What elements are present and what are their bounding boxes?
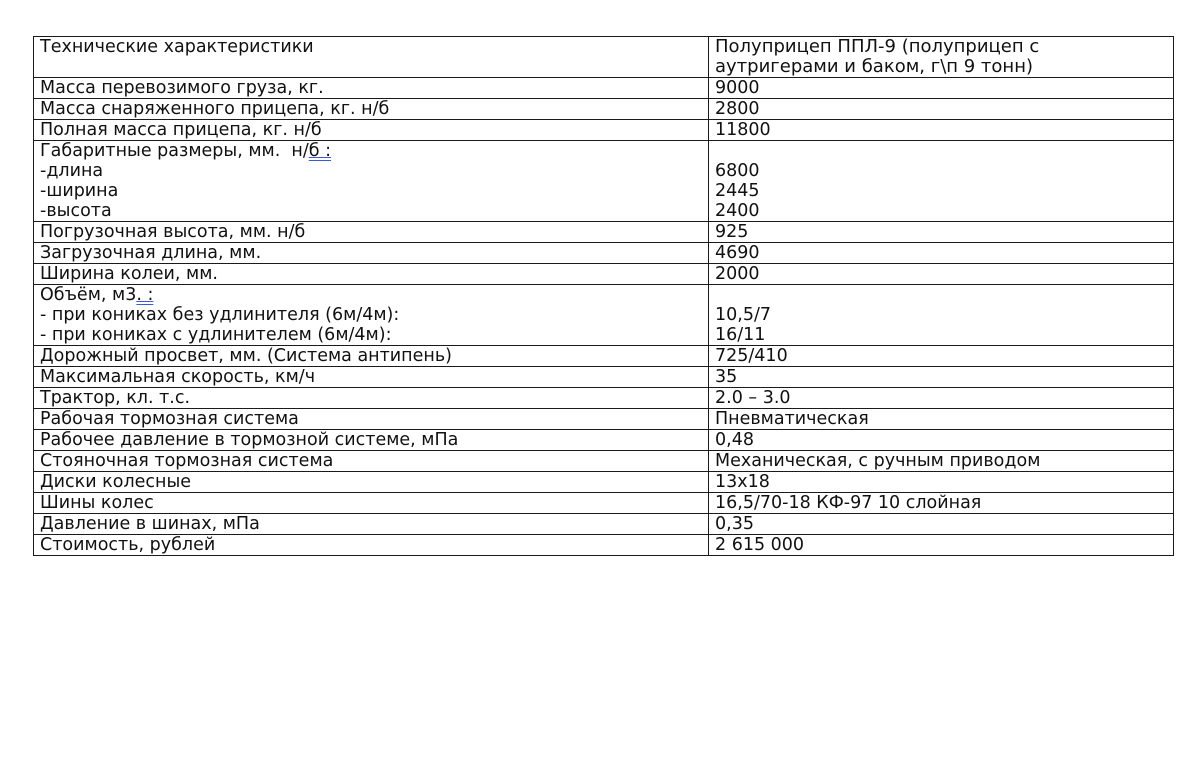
table-row-dimensions: [34, 141, 1174, 222]
table-row: [34, 367, 1174, 388]
volume-title-underlined: . :: [136, 285, 154, 305]
row-value: 9000: [709, 78, 1174, 99]
row-label: Масса снаряженного прицепа, кг. н/б: [34, 99, 709, 120]
table-row: [34, 430, 1174, 451]
table-row: [34, 388, 1174, 409]
dimensions-height-label: -высота: [40, 201, 112, 221]
table-row-volume: [34, 285, 1174, 346]
header-right-line2: аутригерами и баком, г\п 9 тонн): [715, 56, 1033, 77]
dimensions-length-value: 6800: [715, 161, 760, 181]
volume-with-ext-label: - при кониках с удлинителем (6м/4м):: [40, 325, 392, 345]
row-value: 4690: [709, 243, 1174, 264]
dimensions-title-main: Габаритные размеры, мм. н/: [40, 141, 309, 161]
row-label: Рабочая тормозная система: [34, 409, 709, 430]
header-left-text: Технические характеристики: [40, 37, 314, 57]
row-label: Давление в шинах, мПа: [34, 514, 709, 535]
volume-title: [40, 285, 702, 305]
row-value: 0,35: [709, 514, 1174, 535]
row-value: 35: [709, 367, 1174, 388]
row-value: Механическая, с ручным приводом: [709, 451, 1174, 472]
row-label: Полная масса прицепа, кг. н/б: [34, 120, 709, 141]
dimensions-width-value: 2445: [715, 181, 760, 201]
table-row: [34, 78, 1174, 99]
table-row: [34, 222, 1174, 243]
row-value: 2.0 – 3.0: [709, 388, 1174, 409]
table-row: [34, 451, 1174, 472]
row-label: Ширина колеи, мм.: [34, 264, 709, 285]
row-label: Погрузочная высота, мм. н/б: [34, 222, 709, 243]
row-value: 2 615 000: [709, 535, 1174, 556]
volume-with-ext-value: 16/11: [715, 325, 766, 345]
row-value: [709, 285, 1174, 346]
row-label: Диски колесные: [34, 472, 709, 493]
row-label: Дорожный просвет, мм. (Система антипень): [34, 346, 709, 367]
specifications-table: [33, 36, 1174, 556]
table-row: [34, 472, 1174, 493]
row-value: Пневматическая: [709, 409, 1174, 430]
table-row: [34, 264, 1174, 285]
row-label: Загрузочная длина, мм.: [34, 243, 709, 264]
row-value: 11800: [709, 120, 1174, 141]
header-characteristics: [34, 37, 709, 78]
table-row: [34, 346, 1174, 367]
volume-no-ext-label: - при кониках без удлинителя (6м/4м):: [40, 305, 400, 325]
table-row: [34, 409, 1174, 430]
volume-title-main: Объём, м3: [40, 285, 137, 305]
table-row: [34, 243, 1174, 264]
dimensions-width-label: -ширина: [40, 181, 119, 201]
row-value: 0,48: [709, 430, 1174, 451]
row-value: 925: [709, 222, 1174, 243]
row-label: [34, 141, 709, 222]
row-label: Рабочее давление в тормозной системе, мПа: [34, 430, 709, 451]
table-row: [34, 99, 1174, 120]
table-row: [34, 120, 1174, 141]
row-label: Стояночная тормозная система: [34, 451, 709, 472]
dimensions-title: [40, 141, 702, 161]
table-row: [34, 514, 1174, 535]
volume-no-ext-value: 10,5/7: [715, 305, 771, 325]
table-row: [34, 535, 1174, 556]
row-label: [34, 285, 709, 346]
dimensions-title-underlined: б :: [308, 141, 332, 161]
table-header-row: [34, 37, 1174, 78]
row-value: 725/410: [709, 346, 1174, 367]
dimensions-length-label: -длина: [40, 161, 104, 181]
header-right-line1: Полуприцеп ППЛ-9 (полуприцеп с: [715, 36, 1040, 57]
row-value: [709, 141, 1174, 222]
row-label: Масса перевозимого груза, кг.: [34, 78, 709, 99]
row-value: 2000: [709, 264, 1174, 285]
row-label: Максимальная скорость, км/ч: [34, 367, 709, 388]
row-label: Шины колес: [34, 493, 709, 514]
dimensions-height-value: 2400: [715, 201, 760, 221]
row-value: 13х18: [709, 472, 1174, 493]
table-row: [34, 493, 1174, 514]
header-product: [709, 37, 1174, 78]
row-value: 2800: [709, 99, 1174, 120]
row-label: Стоимость, рублей: [34, 535, 709, 556]
blank-line: [715, 285, 1167, 305]
blank-line: [715, 141, 1167, 161]
row-value: 16,5/70-18 КФ-97 10 слойная: [709, 493, 1174, 514]
row-label: Трактор, кл. т.с.: [34, 388, 709, 409]
